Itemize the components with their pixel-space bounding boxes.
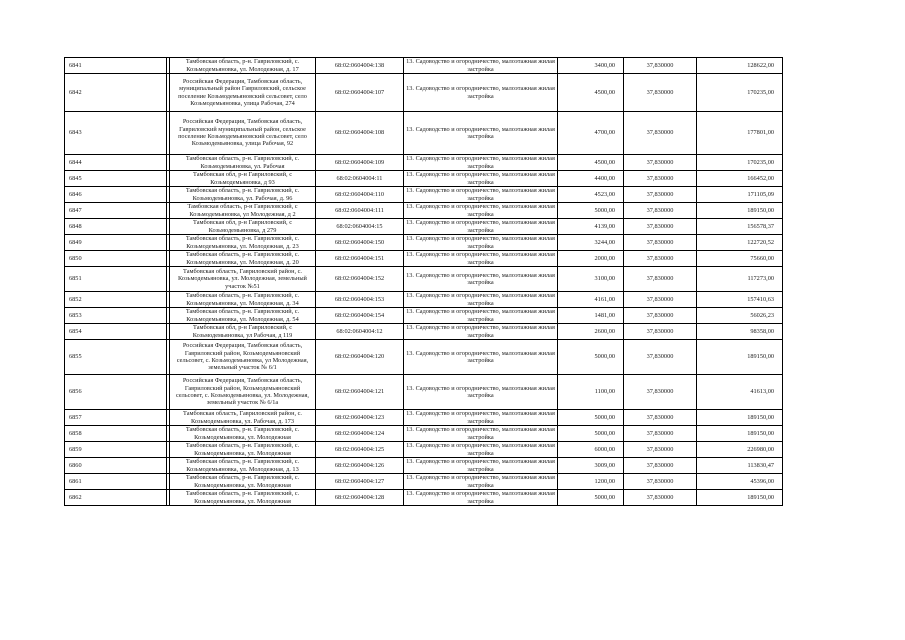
land-use-cell: 13. Садоводство и огородничество, малоэтажная жилая застройка xyxy=(404,112,558,155)
area-cell: 5000,00 xyxy=(558,490,624,506)
address-cell: Тамбовская область, р-н Гавриловский, с Козьмодемьяновка, ул Молодежная, д 2 xyxy=(170,203,316,219)
row-number-cell: 6857 xyxy=(65,410,167,426)
row-number-cell: 6861 xyxy=(65,474,167,490)
area-cell: 3244,00 xyxy=(558,235,624,251)
table-row xyxy=(65,410,783,426)
address-cell: Тамбовская область, р-н. Гавриловский, с. Козьмодемьяновка, ул. Молодежная xyxy=(170,490,316,506)
address-cell: Тамбовская область, р-н. Гавриловский, с. Козьмодемьяновка, ул. Молодежная, д. 54 xyxy=(170,308,316,324)
table-row xyxy=(65,58,783,74)
cadastral-number-cell: 68:02:0604004:152 xyxy=(316,267,404,292)
land-use-cell: 13. Садоводство и огородничество, малоэтажная жилая застройка xyxy=(404,219,558,235)
area-cell: 6000,00 xyxy=(558,442,624,458)
row-number-cell: 6852 xyxy=(65,292,167,308)
table-row xyxy=(65,426,783,442)
specific-value-cell: 37,830000 xyxy=(624,340,697,375)
cadastral-number-cell: 68:02:0604004:110 xyxy=(316,187,404,203)
row-number-cell: 6845 xyxy=(65,171,167,187)
cadastral-number-cell: 68:02:0604004:109 xyxy=(316,155,404,171)
address-cell: Тамбовская обл, р-н Гавриловский, с Козьмодемьяновка, д 93 xyxy=(170,171,316,187)
cadastral-value-cell: 177801,00 xyxy=(697,112,783,155)
land-use-cell: 13. Садоводство и огородничество, малоэтажная жилая застройка xyxy=(404,375,558,410)
address-cell: Тамбовская область, р-н. Гавриловский, с. Козьмодемьяновка, ул. Рабочая, д. 96 xyxy=(170,187,316,203)
land-use-cell: 13. Садоводство и огородничество, малоэтажная жилая застройка xyxy=(404,340,558,375)
specific-value-cell: 37,830000 xyxy=(624,375,697,410)
area-cell: 1100,00 xyxy=(558,375,624,410)
land-use-cell: 13. Садоводство и огородничество, малоэтажная жилая застройка xyxy=(404,442,558,458)
land-use-cell: 13. Садоводство и огородничество, малоэтажная жилая застройка xyxy=(404,324,558,340)
area-cell: 5000,00 xyxy=(558,410,624,426)
cadastral-value-cell: 189150,00 xyxy=(697,426,783,442)
row-number-cell: 6846 xyxy=(65,187,167,203)
address-cell: Российская Федерация, Тамбовская область, муниципальный район Гавриловский, сельское поселение Козьмодемьяновский сельсовет, село Козьмодемьяновка, улица Рабочая, 274 xyxy=(170,74,316,112)
cadastral-number-cell: 68:02:0604004:128 xyxy=(316,490,404,506)
cadastral-number-cell: 68:02:0604004:12 xyxy=(316,324,404,340)
area-cell: 5000,00 xyxy=(558,203,624,219)
cadastral-value-cell: 98358,00 xyxy=(697,324,783,340)
specific-value-cell: 37,830000 xyxy=(624,442,697,458)
cadastral-value-cell: 189150,00 xyxy=(697,490,783,506)
area-cell: 4700,00 xyxy=(558,112,624,155)
cadastral-number-cell: 68:02:0604004:121 xyxy=(316,375,404,410)
table-body xyxy=(65,58,783,506)
specific-value-cell: 37,830000 xyxy=(624,251,697,267)
table-row xyxy=(65,235,783,251)
table-row xyxy=(65,251,783,267)
area-cell: 3400,00 xyxy=(558,58,624,74)
table-row xyxy=(65,340,783,375)
area-cell: 4139,00 xyxy=(558,219,624,235)
land-use-cell: 13. Садоводство и огородничество, малоэтажная жилая застройка xyxy=(404,74,558,112)
area-cell: 2600,00 xyxy=(558,324,624,340)
cadastral-number-cell: 68:02:0604004:124 xyxy=(316,426,404,442)
cadastral-number-cell: 68:02:0604004:151 xyxy=(316,251,404,267)
specific-value-cell: 37,830000 xyxy=(624,410,697,426)
table-row xyxy=(65,219,783,235)
land-use-cell: 13. Садоводство и огородничество, малоэтажная жилая застройка xyxy=(404,490,558,506)
table-row xyxy=(65,112,783,155)
land-use-cell: 13. Садоводство и огородничество, малоэтажная жилая застройка xyxy=(404,410,558,426)
specific-value-cell: 37,830000 xyxy=(624,267,697,292)
cadastral-number-cell: 68:02:0604004:138 xyxy=(316,58,404,74)
address-cell: Российская Федерация, Тамбовская область, Гавриловский район, Козьмодемьяновский сельсовет, с. Козьмодемьяновка, ул. Молодежная, земельный участок № 6/1а xyxy=(170,375,316,410)
cadastral-number-cell: 68:02:0604004:15 xyxy=(316,219,404,235)
land-use-cell: 13. Садоводство и огородничество, малоэтажная жилая застройка xyxy=(404,251,558,267)
specific-value-cell: 37,830000 xyxy=(624,292,697,308)
land-use-cell: 13. Садоводство и огородничество, малоэтажная жилая застройка xyxy=(404,267,558,292)
row-number-cell: 6851 xyxy=(65,267,167,292)
row-number-cell: 6844 xyxy=(65,155,167,171)
table-row xyxy=(65,442,783,458)
cadastral-value-cell: 122720,52 xyxy=(697,235,783,251)
land-use-cell: 13. Садоводство и огородничество, малоэтажная жилая застройка xyxy=(404,171,558,187)
area-cell: 4500,00 xyxy=(558,155,624,171)
specific-value-cell: 37,830000 xyxy=(624,171,697,187)
land-use-cell: 13. Садоводство и огородничество, малоэтажная жилая застройка xyxy=(404,235,558,251)
cadastral-value-cell: 166452,00 xyxy=(697,171,783,187)
specific-value-cell: 37,830000 xyxy=(624,308,697,324)
row-number-cell: 6859 xyxy=(65,442,167,458)
area-cell: 2000,00 xyxy=(558,251,624,267)
cadastral-number-cell: 68:02:0604004:153 xyxy=(316,292,404,308)
cadastral-value-cell: 41613,00 xyxy=(697,375,783,410)
address-cell: Тамбовская область, р-н. Гавриловский, с. Козьмодемьяновка, ул. Молодежная xyxy=(170,426,316,442)
table-row xyxy=(65,324,783,340)
table-row xyxy=(65,187,783,203)
address-cell: Тамбовская область, Гавриловский район, с. Козьмодемьяновка, ул. Рабочая, д. 173 xyxy=(170,410,316,426)
cadastral-number-cell: 68:02:0604004:154 xyxy=(316,308,404,324)
cadastral-value-cell: 75660,00 xyxy=(697,251,783,267)
row-number-cell: 6848 xyxy=(65,219,167,235)
specific-value-cell: 37,830000 xyxy=(624,474,697,490)
address-cell: Тамбовская область, р-н. Гавриловский, с. Козьмодемьяновка, ул. Молодежная, д. 17 xyxy=(170,58,316,74)
cadastral-value-cell: 171105,09 xyxy=(697,187,783,203)
cadastral-number-cell: 68:02:0604004:150 xyxy=(316,235,404,251)
cadastral-number-cell: 68:02:0604004:127 xyxy=(316,474,404,490)
address-cell: Тамбовская область, р-н. Гавриловский, с. Козьмодемьяновка, ул. Молодежная xyxy=(170,442,316,458)
cadastral-number-cell: 68:02:0604004:11 xyxy=(316,171,404,187)
table-row xyxy=(65,490,783,506)
area-cell: 4400,00 xyxy=(558,171,624,187)
row-number-cell: 6849 xyxy=(65,235,167,251)
specific-value-cell: 37,830000 xyxy=(624,235,697,251)
land-use-cell: 13. Садоводство и огородничество, малоэтажная жилая застройка xyxy=(404,308,558,324)
area-cell: 3100,00 xyxy=(558,267,624,292)
address-cell: Российская Федерация, Тамбовская область, Гавриловский муниципальный район, сельское поселение Козьмодемьяновский сельсовет, село Козьмодемьяновка, улица Рабочая, 92 xyxy=(170,112,316,155)
cadastral-value-cell: 189150,00 xyxy=(697,203,783,219)
table-row xyxy=(65,171,783,187)
cadastral-value-cell: 156578,37 xyxy=(697,219,783,235)
row-number-cell: 6853 xyxy=(65,308,167,324)
land-use-cell: 13. Садоводство и огородничество, малоэтажная жилая застройка xyxy=(404,474,558,490)
address-cell: Тамбовская область, р-н. Гавриловский, с. Козьмодемьяновка, ул. Молодежная, д. 23 xyxy=(170,235,316,251)
row-number-cell: 6854 xyxy=(65,324,167,340)
table-row xyxy=(65,267,783,292)
table-row xyxy=(65,203,783,219)
specific-value-cell: 37,830000 xyxy=(624,187,697,203)
table-row xyxy=(65,292,783,308)
land-use-cell: 13. Садоводство и огородничество, малоэтажная жилая застройка xyxy=(404,58,558,74)
land-use-cell: 13. Садоводство и огородничество, малоэтажная жилая застройка xyxy=(404,426,558,442)
table-row xyxy=(65,155,783,171)
cadastral-value-cell: 189150,00 xyxy=(697,410,783,426)
specific-value-cell: 37,830000 xyxy=(624,155,697,171)
table-row xyxy=(65,474,783,490)
land-use-cell: 13. Садоводство и огородничество, малоэтажная жилая застройка xyxy=(404,203,558,219)
cadastral-value-cell: 189150,00 xyxy=(697,340,783,375)
table-row xyxy=(65,308,783,324)
specific-value-cell: 37,830000 xyxy=(624,490,697,506)
address-cell: Тамбовская обл, р-н Гавриловский, с Козьмодемьяновка, ул Рабочая, д 119 xyxy=(170,324,316,340)
address-cell: Тамбовская область, р-н. Гавриловский, с. Козьмодемьяновка, ул. Молодежная, д. 34 xyxy=(170,292,316,308)
area-cell: 5000,00 xyxy=(558,426,624,442)
address-cell: Российская Федерация, Тамбовская область, Гавриловский район, Козьмодемьяновский сельсовет, с. Козьмодемьяновка, ул Молодежная, земельный участок № 6/1 xyxy=(170,340,316,375)
land-use-cell: 13. Садоводство и огородничество, малоэтажная жилая застройка xyxy=(404,155,558,171)
row-number-cell: 6841 xyxy=(65,58,167,74)
row-number-cell: 6850 xyxy=(65,251,167,267)
specific-value-cell: 37,830000 xyxy=(624,58,697,74)
cadastral-value-cell: 170235,00 xyxy=(697,74,783,112)
specific-value-cell: 37,830000 xyxy=(624,112,697,155)
cadastral-number-cell: 68:02:0604004:111 xyxy=(316,203,404,219)
cadastral-value-cell: 128622,00 xyxy=(697,58,783,74)
table-row xyxy=(65,458,783,474)
specific-value-cell: 37,830000 xyxy=(624,219,697,235)
row-number-cell: 6843 xyxy=(65,112,167,155)
land-use-cell: 13. Садоводство и огородничество, малоэтажная жилая застройка xyxy=(404,187,558,203)
land-use-cell: 13. Садоводство и огородничество, малоэтажная жилая застройка xyxy=(404,292,558,308)
row-number-cell: 6862 xyxy=(65,490,167,506)
cadastral-value-cell: 56026,23 xyxy=(697,308,783,324)
cadastral-value-cell: 170235,00 xyxy=(697,155,783,171)
row-number-cell: 6858 xyxy=(65,426,167,442)
address-cell: Тамбовская область, Гавриловский район, с. Козьмодемьяновка, ул. Молодежная, земельный участок №51 xyxy=(170,267,316,292)
cadastral-number-cell: 68:02:0604004:120 xyxy=(316,340,404,375)
specific-value-cell: 37,830000 xyxy=(624,74,697,112)
address-cell: Тамбовская область, р-н. Гавриловский, с. Козьмодемьяновка, ул. Молодежная xyxy=(170,474,316,490)
area-cell: 3009,00 xyxy=(558,458,624,474)
row-number-cell: 6855 xyxy=(65,340,167,375)
address-cell: Тамбовская область, р-н. Гавриловский, с. Козьмодемьяновка, ул. Рабочая xyxy=(170,155,316,171)
specific-value-cell: 37,830000 xyxy=(624,458,697,474)
cadastral-number-cell: 68:02:0604004:108 xyxy=(316,112,404,155)
cadastral-value-table xyxy=(64,57,783,506)
area-cell: 4161,00 xyxy=(558,292,624,308)
specific-value-cell: 37,830000 xyxy=(624,426,697,442)
table-row xyxy=(65,375,783,410)
row-number-cell: 6856 xyxy=(65,375,167,410)
area-cell: 1200,00 xyxy=(558,474,624,490)
address-cell: Тамбовская обл, р-н Гавриловский, с Козьмодемьяновка, д 279 xyxy=(170,219,316,235)
cadastral-value-cell: 117273,00 xyxy=(697,267,783,292)
address-cell: Тамбовская область, р-н. Гавриловский, с. Козьмодемьяновка, ул. Молодежная, д. 20 xyxy=(170,251,316,267)
cadastral-value-cell: 226980,00 xyxy=(697,442,783,458)
cadastral-number-cell: 68:02:0604004:125 xyxy=(316,442,404,458)
cadastral-number-cell: 68:02:0604004:107 xyxy=(316,74,404,112)
row-number-cell: 6842 xyxy=(65,74,167,112)
cadastral-number-cell: 68:02:0604004:126 xyxy=(316,458,404,474)
row-number-cell: 6860 xyxy=(65,458,167,474)
table-row xyxy=(65,74,783,112)
row-number-cell: 6847 xyxy=(65,203,167,219)
specific-value-cell: 37,830000 xyxy=(624,203,697,219)
area-cell: 5000,00 xyxy=(558,340,624,375)
specific-value-cell: 37,830000 xyxy=(624,324,697,340)
cadastral-value-cell: 113830,47 xyxy=(697,458,783,474)
area-cell: 1481,00 xyxy=(558,308,624,324)
cadastral-number-cell: 68:02:0604004:123 xyxy=(316,410,404,426)
area-cell: 4500,00 xyxy=(558,74,624,112)
land-use-cell: 13. Садоводство и огородничество, малоэтажная жилая застройка xyxy=(404,458,558,474)
cadastral-value-cell: 157410,63 xyxy=(697,292,783,308)
area-cell: 4523,00 xyxy=(558,187,624,203)
cadastral-value-cell: 45396,00 xyxy=(697,474,783,490)
address-cell: Тамбовская область, р-н. Гавриловский, с. Козьмодемьяновка, ул. Молодежная, д. 13 xyxy=(170,458,316,474)
